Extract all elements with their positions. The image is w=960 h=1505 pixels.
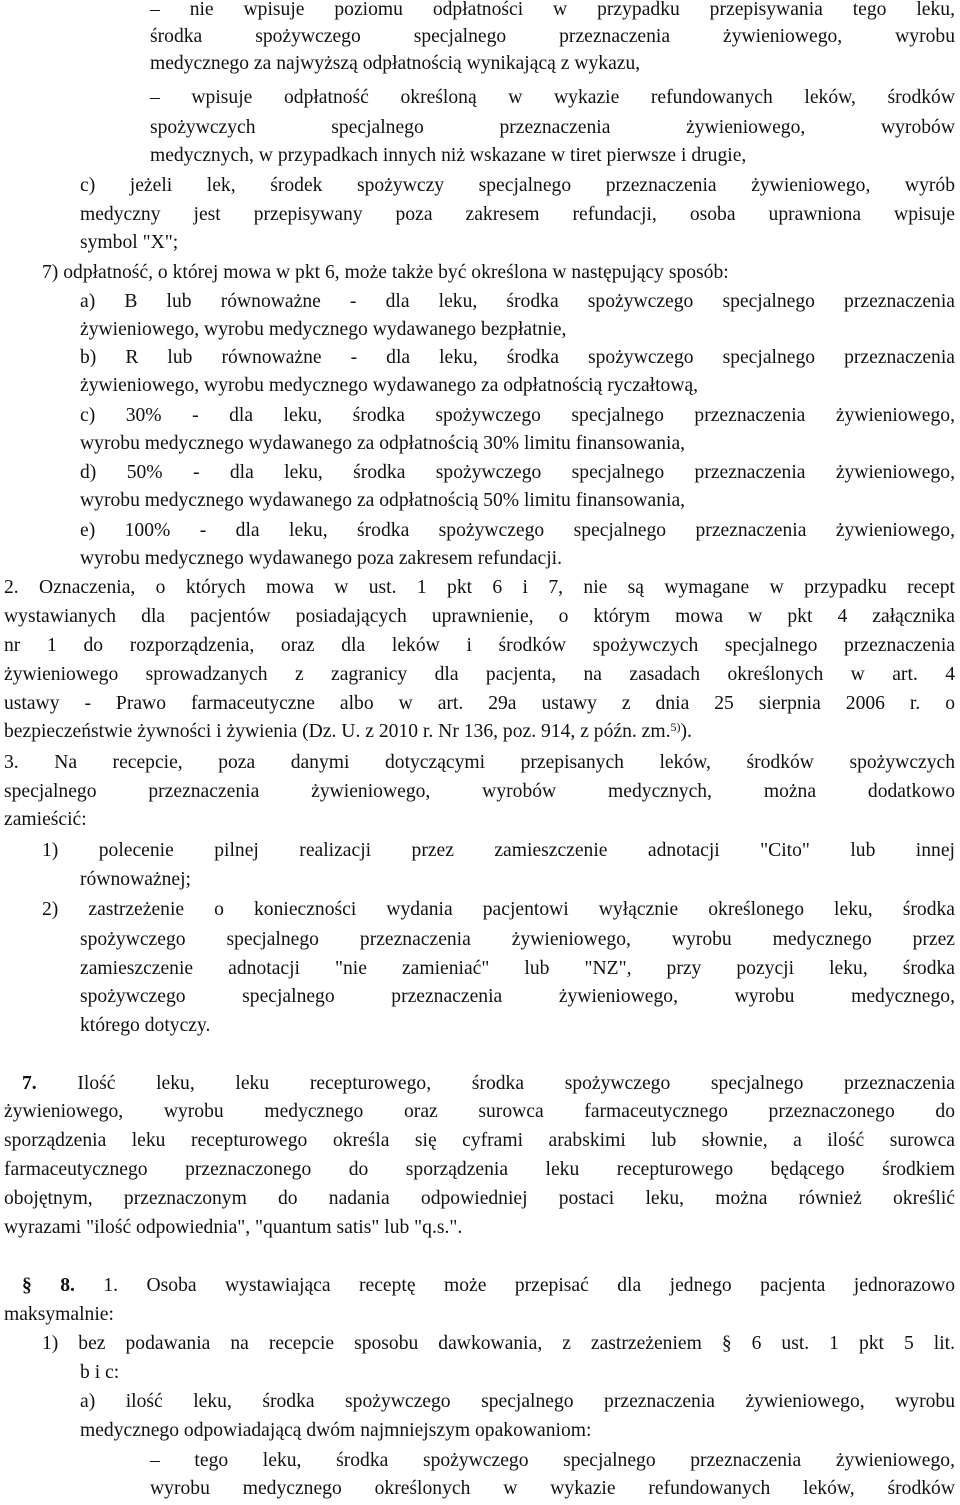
text-line: specjalnego przeznaczenia żywieniowego, wyrobów medycznych, można dodatkowo	[4, 781, 955, 802]
text-line: 7) odpłatność, o której mowa w pkt 6, może także być określona w następujący sposób:	[42, 262, 729, 283]
section-number: § 8.	[22, 1275, 75, 1296]
text-line: żywieniowego, wyrobu medycznego oraz surowca farmaceutycznego przeznaczonego do	[4, 1101, 955, 1122]
text-line: środka spożywczego specjalnego przeznaczenia żywieniowego, wyrobu	[150, 26, 955, 47]
text-line: symbol "X";	[80, 232, 179, 253]
text-line: a) B lub równoważne - dla leku, środka spożywczego specjalnego przeznaczenia	[80, 291, 955, 312]
text-span: bezpieczeństwie żywności i żywienia (Dz. U. z 2010 r. Nr 136, poz. 914, z późn. zm.	[4, 721, 671, 742]
text-line: wyrobu medycznego wydawanego poza zakresem refundacji.	[80, 548, 563, 569]
text-span: 1. Osoba wystawiająca receptę może przepisać dla jednego pacjenta jednorazowo	[74, 1275, 955, 1296]
text-line: zamieszczenie adnotacji "nie zamieniać" lub "NZ", przy pozycji leku, środka	[80, 958, 955, 979]
text-line: d) 50% - dla leku, środka spożywczego specjalnego przeznaczenia żywieniowego,	[80, 462, 955, 483]
text-line: ustawy - Prawo farmaceutyczne albo w art. 29a ustawy z dnia 25 sierpnia 2006 r. o	[4, 693, 955, 714]
text-line: obojętnym, przeznaczonym do nadania odpowiedniej postaci leku, można również określić	[4, 1188, 955, 1209]
text-line: którego dotyczy.	[80, 1015, 211, 1036]
text-line: spożywczego specjalnego przeznaczenia żywieniowego, wyrobu medycznego przez	[80, 929, 955, 950]
text-line: 2. Oznaczenia, o których mowa w ust. 1 pkt 6 i 7, nie są wymagane w przypadku recept	[4, 577, 955, 598]
text-line: farmaceutycznego przeznaczonego do sporządzenia leku recepturowego będącego środkiem	[4, 1159, 955, 1180]
text-line: sporządzenia leku recepturowego określa się cyframi arabskimi lub słownie, a ilość surowca	[4, 1130, 955, 1151]
text-line	[22, 1272, 955, 1299]
text-line: b i c:	[80, 1362, 120, 1383]
text-line: wystawianych dla pacjentów posiadających uprawnienie, o którym mowa w pkt 4 załącznika	[4, 606, 955, 627]
text-line	[22, 1070, 955, 1097]
text-line: – wpisuje odpłatność określoną w wykazie refundowanych leków, środków	[150, 87, 955, 108]
text-line: medycznych, w przypadkach innych niż wskazane w tiret pierwsze i drugie,	[150, 145, 747, 166]
text-line: spożywczych specjalnego przeznaczenia żywieniowego, wyrobów	[150, 117, 955, 138]
text-line: 3. Na recepcie, poza danymi dotyczącymi przepisanych leków, środków spożywczych	[4, 752, 955, 773]
section-number: 7.	[22, 1073, 37, 1094]
text-line: żywieniowego, wyrobu medycznego wydawanego za odpłatnością ryczałtową,	[80, 375, 699, 396]
text-span: ).	[680, 721, 692, 742]
text-line: wyrobu medycznego określonych w wykazie refundowanych leków, środków	[150, 1478, 955, 1499]
text-line: 1) polecenie pilnej realizacji przez zamieszczenie adnotacji "Cito" lub innej	[42, 840, 955, 861]
text-line: wyrobu medycznego wydawanego za odpłatnością 30% limitu finansowania,	[80, 433, 686, 454]
footnote-ref: 5)	[670, 720, 681, 734]
text-line: c) jeżeli lek, środek spożywczy specjalnego przeznaczenia żywieniowego, wyrób	[80, 175, 955, 196]
text-line: medycznego za najwyższą odpłatnością wynikającą z wykazu,	[150, 53, 641, 74]
text-line: 1) bez podawania na recepcie sposobu dawkowania, z zastrzeżeniem § 6 ust. 1 pkt 5 lit.	[42, 1333, 955, 1354]
text-line: – tego leku, środka spożywczego specjalnego przeznaczenia żywieniowego,	[150, 1450, 955, 1471]
text-line: a) ilość leku, środka spożywczego specjalnego przeznaczenia żywieniowego, wyrobu	[80, 1391, 955, 1412]
text-line: wyrobu medycznego wydawanego za odpłatnością 50% limitu finansowania,	[80, 490, 686, 511]
text-line	[4, 718, 955, 745]
text-line: 2) zastrzeżenie o konieczności wydania pacjentowi wyłącznie określonego leku, środka	[42, 899, 955, 920]
text-line: b) R lub równoważne - dla leku, środka spożywczego specjalnego przeznaczenia	[80, 347, 955, 368]
text-span: Ilość leku, leku recepturowego, środka spożywczego specjalnego przeznaczenia	[36, 1073, 955, 1094]
text-line: równoważnej;	[80, 869, 191, 890]
text-line: c) 30% - dla leku, środka spożywczego specjalnego przeznaczenia żywieniowego,	[80, 405, 955, 426]
text-line: wyrazami "ilość odpowiednia", "quantum satis" lub "q.s.".	[4, 1217, 463, 1238]
text-line: zamieścić:	[4, 809, 87, 830]
text-line: maksymalnie:	[4, 1304, 114, 1325]
text-line: spożywczego specjalnego przeznaczenia żywieniowego, wyrobu medycznego,	[80, 986, 955, 1007]
text-line: e) 100% - dla leku, środka spożywczego specjalnego przeznaczenia żywieniowego,	[80, 520, 955, 541]
text-line: żywieniowego sprowadzanych z zagranicy dla pacjenta, na zasadach określonych w art. 4	[4, 664, 955, 685]
text-line: żywieniowego, wyrobu medycznego wydawanego bezpłatnie,	[80, 319, 567, 340]
text-line: – nie wpisuje poziomu odpłatności w przypadku przepisywania tego leku,	[150, 0, 955, 20]
text-line: medycznego odpowiadającą dwóm najmniejszym opakowaniom:	[80, 1420, 592, 1441]
text-line: nr 1 do rozporządzenia, oraz dla leków i środków spożywczych specjalnego przeznaczenia	[4, 635, 955, 656]
text-line: medyczny jest przepisywany poza zakresem refundacji, osoba uprawniona wpisuje	[80, 204, 955, 225]
